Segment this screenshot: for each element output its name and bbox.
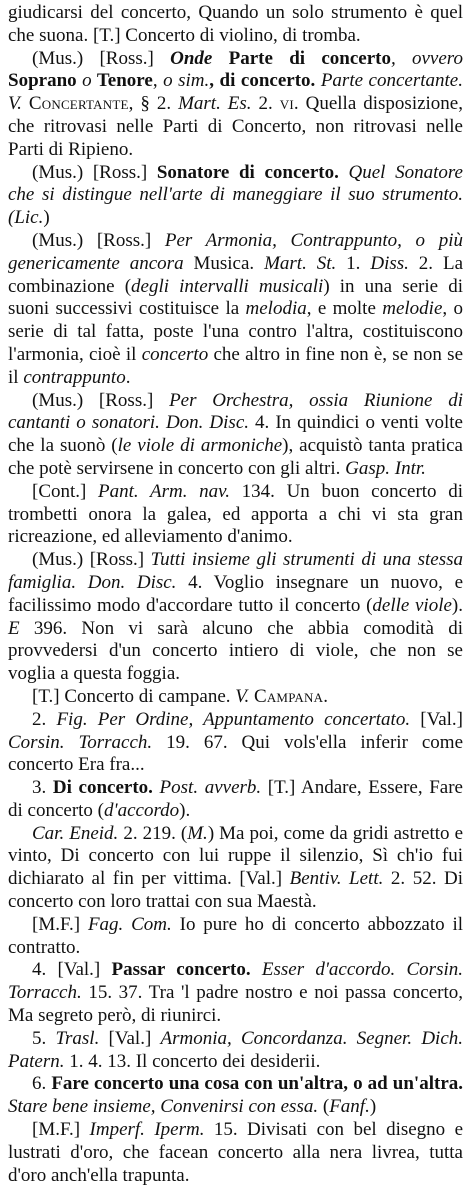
entry-paragraph xyxy=(8,481,463,549)
text-run: ( xyxy=(318,1096,330,1118)
text-run: degli intervalli musicali xyxy=(131,275,324,297)
text-run: melodie xyxy=(382,298,443,320)
text-run: Musica. xyxy=(183,252,265,274)
text-run: 1. 4. 13. Il concerto dei desiderii. xyxy=(64,1050,321,1072)
text-run: , di concerto. xyxy=(209,70,316,92)
text-run: 1. xyxy=(336,252,371,274)
text-run: delle viole xyxy=(372,594,452,616)
text-run: [Val.] xyxy=(410,708,464,730)
entry-paragraph xyxy=(8,709,463,777)
text-run: Sonatore di concerto. xyxy=(156,161,339,183)
text-run: melodia xyxy=(245,298,307,320)
text-run xyxy=(251,959,262,980)
text-run: Fare concerto una cosa con un'altra, o ad un'altra. xyxy=(51,1073,463,1095)
text-run: Soprano xyxy=(8,70,83,92)
text-run: 4. [Val.] xyxy=(32,959,112,981)
text-run: Bentiv. Lett. xyxy=(289,868,384,890)
text-run: (Mus.) [Ross.] xyxy=(32,549,151,571)
entry-paragraph xyxy=(8,230,463,390)
text-run: ) xyxy=(43,207,50,229)
text-run: Armonia, Concordanza. Segner. Dich. Patern. xyxy=(8,1027,464,1072)
text-run: ). xyxy=(451,594,463,616)
entry-paragraph xyxy=(8,549,463,686)
text-run: 3. xyxy=(32,777,53,799)
text-run: V. xyxy=(235,685,250,707)
text-run: . xyxy=(125,366,131,388)
text-run: ). xyxy=(179,799,191,821)
text-run: Post. avverb. xyxy=(159,777,262,799)
text-run: Diss. xyxy=(370,252,409,274)
text-run: , § 2. xyxy=(128,93,179,115)
text-run: Fanf. xyxy=(329,1096,370,1118)
text-run: Trasl. xyxy=(55,1027,100,1049)
text-run: Parte di concerto xyxy=(212,47,391,69)
text-run: Passar concerto. xyxy=(111,959,251,981)
text-run: Quel Sonatore che si distingue nell'arte di maneggiare il suo strumento. ( xyxy=(8,161,463,229)
text-run: E xyxy=(8,617,20,639)
text-run: 2. xyxy=(251,93,280,115)
text-run: 15. Divisati con bel disegno e lustrati d'oro, che facean concerto alla nera livrea, tutta d'oro anch'ella trapunta. xyxy=(8,1119,464,1186)
text-run: (Mus.) [Ross.] xyxy=(32,47,171,69)
text-run: 2. 52. Di concerto con loro trattai con sua Maestà. xyxy=(8,868,463,913)
text-run: che altro in fine non è, se non se il xyxy=(8,343,464,388)
text-run: 19. 67. Qui vols'ella inferir come concerto Era fra... xyxy=(8,731,464,776)
text-run: [M.F.] xyxy=(32,913,88,935)
text-run: [T.] Andare, Essere, Fare di concerto ( xyxy=(8,777,463,821)
text-run: Mart. Es. xyxy=(178,93,252,115)
entry-paragraph xyxy=(8,823,463,914)
text-run: 4. Voglio insegnare un nuovo, e facilissimo modo d'accordare tutto il concerto ( xyxy=(8,571,463,616)
text-run: Campana xyxy=(253,685,324,707)
text-run: Imperf. Iperm. xyxy=(89,1119,205,1141)
text-run: [Cont.] xyxy=(32,480,99,502)
text-run: , e molte xyxy=(306,298,383,320)
text-run: Gasp. Intr. xyxy=(345,457,426,479)
entry-paragraph xyxy=(8,1073,463,1119)
text-run: Mart. St. xyxy=(264,252,337,274)
entry-paragraph xyxy=(8,686,463,709)
text-run: 15. 37. Tra 'l padre nostro e noi passa concerto, Ma segreto però, di riunirci. xyxy=(8,982,463,1027)
text-run: Per Orchestra, ossia Riunione di cantanti o sonatori. Don. Disc. xyxy=(8,389,464,434)
text-run: ) Ma poi, come da gridi astretto e vinto, Di concerto con lui ruppe il silenzio, Sì ch'io fui dichiarato al fin per vittima. [Val.] xyxy=(8,822,464,890)
text-run: Fag. Com. xyxy=(87,913,172,935)
text-run: Tutti insieme gli strumenti di una stessa famiglia. Don. Disc. xyxy=(8,549,464,593)
text-run: 2. 219. ( xyxy=(118,822,188,844)
entry-paragraph xyxy=(8,959,463,1027)
text-run: Fig. Per Ordine, Appuntamento concertato. xyxy=(56,708,411,730)
text-run: 5. xyxy=(32,1027,56,1049)
entry-paragraph xyxy=(8,1028,463,1074)
text-run: ) in una serie di suoni successivi costituisce la xyxy=(8,275,463,320)
text-run: . xyxy=(323,685,328,707)
text-run xyxy=(153,777,160,798)
text-run: (Mus.) [Ross.] xyxy=(32,229,165,251)
text-run: Lic. xyxy=(14,207,44,229)
entry-paragraph xyxy=(8,2,463,48)
text-run: 2. xyxy=(32,708,57,730)
text-run: [T.] Concerto di campane. xyxy=(32,685,236,707)
text-run: Car. Eneid. xyxy=(32,822,119,844)
text-run: (Mus.) [Ross.] xyxy=(32,161,157,183)
text-run: [Val.] xyxy=(99,1027,161,1049)
text-run: ) xyxy=(369,1096,377,1118)
text-run: Pant. Arm. nav. xyxy=(98,480,230,502)
text-run: o xyxy=(82,70,92,92)
text-run: [M.F.] xyxy=(32,1119,90,1141)
text-run: Stare bene insieme, Convenirsi con essa. xyxy=(8,1096,319,1118)
entry-paragraph xyxy=(8,914,463,960)
text-run: o sim. xyxy=(163,70,210,92)
entry-paragraph xyxy=(8,777,463,823)
text-run: 4. In quindici o venti volte che la suonò ( xyxy=(8,412,463,457)
text-run: giudicarsi del concerto, Quando un solo strumento è quel che suona. [T.] Concerto di violino, di tromba. xyxy=(8,2,463,46)
text-run: contrappunto xyxy=(23,366,126,388)
text-run: (Mus.) [Ross.] xyxy=(32,389,170,411)
text-run: concerto xyxy=(141,343,209,365)
entry-paragraph xyxy=(8,1119,463,1187)
text-run: vi xyxy=(279,93,294,115)
text-run: le viole di armoniche xyxy=(117,435,283,457)
text-run: ), acquistò tanta pratica che potè servirsene in concerto con gli altri. xyxy=(8,435,463,479)
entry-paragraph xyxy=(8,162,463,230)
entry-paragraph xyxy=(8,390,463,481)
text-run: 396. Non vi sarà alcuno che abbia comodità di provvedersi d'un concerto intiero di viole, che non se voglia a questa foggia. xyxy=(8,617,463,685)
text-run: Onde xyxy=(170,47,213,69)
text-run: 2. La combinazione ( xyxy=(8,252,463,297)
text-run: Corsin. Torracch. xyxy=(8,731,153,753)
text-run: 134. Un buon concerto di trombetti onora la galea, ed apporta a chi vi sta gran ricreazione, ed alleviamento d'animo. xyxy=(8,480,464,548)
text-run: Tenore xyxy=(91,70,153,92)
text-run: . Quella disposizione, che ritrovasi nelle Parti di Concerto, non ritrovasi nelle Parti di Ripieno. xyxy=(8,93,463,160)
text-run: Per Armonia, Contrappunto, o più genericamente ancora xyxy=(8,229,463,274)
text-run: Di concerto. xyxy=(52,777,153,799)
text-run: d'accordo xyxy=(104,799,180,821)
text-run: Io pure ho di concerto abbozzato il contratto. xyxy=(8,913,464,958)
text-run: Concertante xyxy=(28,93,129,115)
text-run: , ovvero xyxy=(390,47,463,69)
entry-paragraph xyxy=(8,48,463,162)
text-run: 6. xyxy=(32,1073,52,1095)
text-run: , xyxy=(152,70,164,92)
text-run: M. xyxy=(187,822,208,844)
text-run: , o serie di tal fatta, poste l'una contro l'altra, costituiscono l'armonia, cioè il xyxy=(8,298,464,365)
text-run: Esser d'accordo. Corsin. Torracch. xyxy=(8,959,463,1004)
text-run: Parte concertante. V. xyxy=(8,70,463,115)
